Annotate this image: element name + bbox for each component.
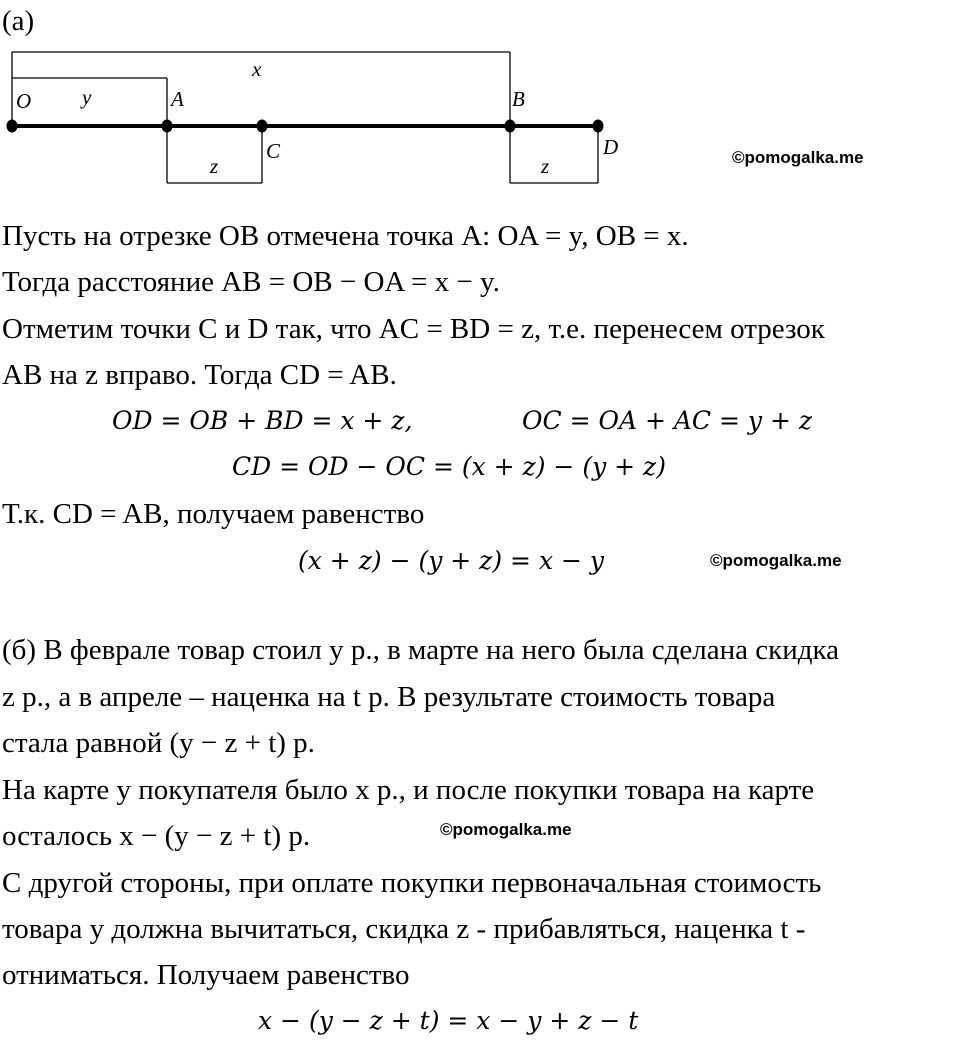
watermark-1: ©pomogalka.me [732,148,864,167]
point-b [505,120,516,133]
part-b-line-5: осталось x − (y − z + t) р. [2,820,311,852]
part-b-line-4: На карте у покупателя было x р., и после покупки товара на карте [2,774,815,806]
equation-result-b: x − (y − z + t) = x − y + z − t [258,1006,639,1035]
segment-diagram [0,0,960,200]
part-a-line-2: Тогда расстояние AB = OB − OA = x − y. [2,266,500,298]
label-b: B [512,87,525,111]
part-b-line-2: z р., а в апреле – наценка на t р. В результате стоимость товара [2,681,776,713]
label-c: C [266,139,281,163]
part-a-line-5: Т.к. CD = AB, получаем равенство [2,498,425,530]
equation-result-a: (x + z) − (y + z) = x − y [298,546,605,575]
label-y: y [82,85,92,109]
label-z2: z [541,154,550,178]
label-o: O [16,89,32,113]
part-a-line-1: Пусть на отрезке OB отмечена точка A: OA = y, OB = x. [2,220,689,252]
point-d [593,120,604,133]
part-a-line-3: Отметим точки C и D так, что AC = BD = z, т.е. перенесем отрезок [2,313,825,345]
label-z1: z [210,154,219,178]
equation-od: OD = OB + BD = x + z, [112,406,413,435]
part-b-line-8: отниматься. Получаем равенство [2,959,410,991]
watermark-2: ©pomogalka.me [710,551,842,570]
point-c [257,120,268,133]
part-b-line-7: товара y должна вычитаться, скидка z - прибавляться, наценка t - [2,913,806,945]
part-a-line-4: AB на z вправо. Тогда CD = AB. [2,359,397,391]
part-b-line-6: С другой стороны, при оплате покупки первоначальная стоимость [2,867,822,899]
part-b-line-3: стала равной (y − z + t) р. [2,727,315,759]
label-a: A [171,87,184,111]
label-x: x [252,57,262,81]
equation-cd: CD = OD − OC = (x + z) − (y + z) [232,452,666,481]
watermark-3: ©pomogalka.me [440,820,572,839]
point-a [162,120,173,133]
label-d: D [603,135,619,159]
point-o [7,120,18,133]
part-a-label: (а) [2,5,35,37]
part-b-line-1: (б) В феврале товар стоил y р., в марте на него была сделана скидка [2,634,840,666]
equation-oc: OC = OA + AC = y + z [522,406,813,435]
